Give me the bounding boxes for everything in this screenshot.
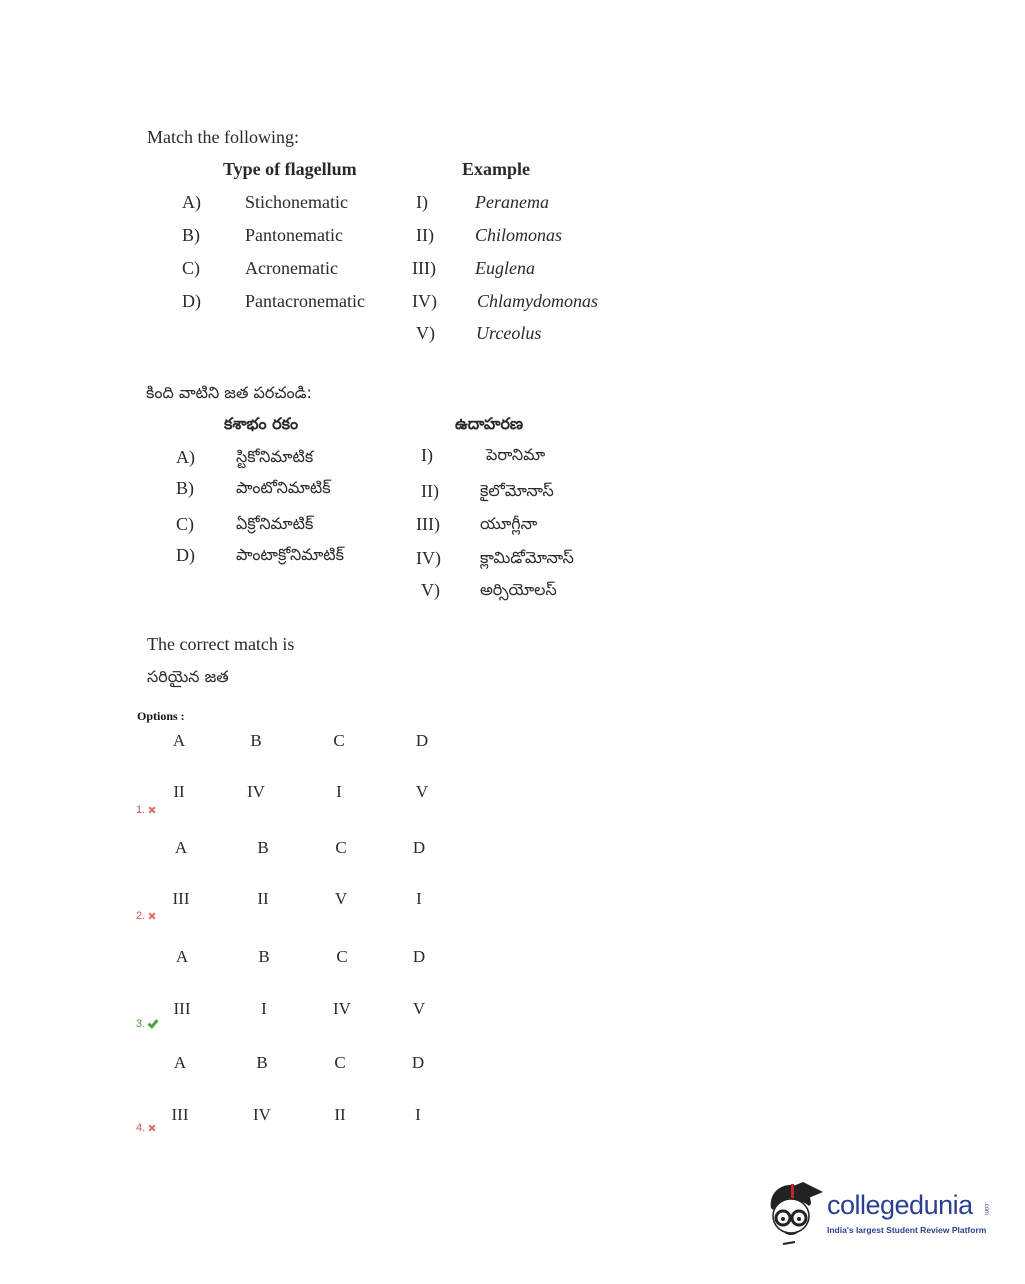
te-right-key-i: I) xyxy=(421,445,433,465)
intro-te: కింది వాటిని జత పరచండి: xyxy=(146,383,312,402)
collegedunia-logo[interactable] xyxy=(765,1178,995,1248)
right-key-iii: III) xyxy=(412,258,436,278)
opt4-header-d: D xyxy=(411,1053,425,1072)
te-right-text-v: అర్సియోలస్ xyxy=(480,580,557,599)
opt1-value-b: IV xyxy=(247,782,265,801)
opt4-header-c: C xyxy=(334,1053,346,1072)
te-right-key-iii: III) xyxy=(416,514,440,534)
wrong-cross-icon xyxy=(148,806,156,814)
left-key-d: D) xyxy=(182,291,201,311)
option-4-marker[interactable] xyxy=(136,1122,156,1134)
col1-header-en: Type of flagellum xyxy=(223,159,357,179)
opt1-value-a: II xyxy=(173,782,185,801)
right-key-ii: II) xyxy=(416,225,434,245)
col1-header-te: కశాభం రకం xyxy=(224,414,299,433)
opt1-header-d: D xyxy=(415,731,429,750)
opt2-value-b: II xyxy=(257,889,269,908)
left-text-c: Acronematic xyxy=(245,258,338,278)
left-key-c: C) xyxy=(182,258,200,278)
prompt-te: సరియైన జత xyxy=(147,667,229,686)
option-2-number: 2. xyxy=(136,910,146,922)
option-4-number: 4. xyxy=(136,1122,146,1134)
opt1-header-c: C xyxy=(333,731,345,750)
right-key-v: V) xyxy=(416,323,435,343)
te-right-key-v: V) xyxy=(421,580,440,600)
intro-en: Match the following: xyxy=(147,127,299,147)
opt3-header-c: C xyxy=(336,947,348,966)
te-right-text-i: పెరానిమా xyxy=(486,445,546,464)
opt2-value-c: V xyxy=(334,889,348,908)
opt4-header-a: A xyxy=(173,1053,187,1072)
opt4-header-b: B xyxy=(256,1053,268,1072)
opt3-header-a: A xyxy=(175,947,189,966)
opt4-value-d: I xyxy=(415,1105,421,1124)
left-text-d: Pantacronematic xyxy=(245,291,365,311)
opt1-header-b: B xyxy=(250,731,262,750)
opt2-value-a: III xyxy=(172,889,190,908)
opt3-value-c: IV xyxy=(333,999,351,1018)
opt3-value-b: I xyxy=(261,999,267,1018)
opt2-header-b: B xyxy=(257,838,269,857)
right-text-v: Urceolus xyxy=(476,323,542,343)
opt4-value-c: II xyxy=(334,1105,346,1124)
opt2-header-a: A xyxy=(174,838,188,857)
left-key-b: B) xyxy=(182,225,200,245)
te-left-text-a: స్టికోనిమాటిక xyxy=(236,447,314,466)
opt4-value-a: III xyxy=(171,1105,189,1124)
opt1-value-c: I xyxy=(336,782,342,801)
right-key-iv: IV) xyxy=(412,291,437,311)
option-1-number: 1. xyxy=(136,804,146,816)
right-text-iii: Euglena xyxy=(475,258,535,278)
left-key-a: A) xyxy=(182,192,201,212)
opt3-header-d: D xyxy=(412,947,426,966)
opt3-header-b: B xyxy=(258,947,270,966)
te-left-key-c: C) xyxy=(176,514,194,534)
wrong-cross-icon xyxy=(148,912,156,920)
te-right-text-iii: యూగ్లీనా xyxy=(480,514,538,533)
te-left-text-b: పాంటోనిమాటిక్ xyxy=(236,478,331,497)
te-left-key-b: B) xyxy=(176,478,194,498)
te-left-text-c: ఏక్రోనిమాటిక్ xyxy=(236,514,314,533)
te-left-text-d: పాంటాక్రోనిమాటిక్ xyxy=(236,545,344,564)
right-key-i: I) xyxy=(416,192,428,212)
te-right-key-iv: IV) xyxy=(416,548,441,568)
right-text-i: Peranema xyxy=(475,192,549,212)
opt3-value-a: III xyxy=(173,999,191,1018)
option-3-number: 3. xyxy=(136,1018,146,1030)
opt1-value-d: V xyxy=(415,782,429,801)
correct-check-icon xyxy=(148,1017,159,1029)
wrong-cross-icon xyxy=(148,1124,156,1132)
options-label: Options : xyxy=(137,709,185,723)
option-3-marker[interactable] xyxy=(136,1018,156,1030)
col2-header-te: ఉదాహరణ xyxy=(455,414,524,433)
logo-domain-suffix: .com xyxy=(983,1202,989,1216)
logo-wordmark: collegedunia xyxy=(827,1190,973,1220)
te-left-key-d: D) xyxy=(176,545,195,565)
right-text-iv: Chlamydomonas xyxy=(477,291,598,311)
student-mascot-icon xyxy=(765,1178,825,1248)
opt2-header-c: C xyxy=(335,838,347,857)
option-1-marker[interactable] xyxy=(136,804,156,816)
col2-header-en: Example xyxy=(462,159,531,179)
option-2-marker[interactable] xyxy=(136,910,156,922)
te-right-key-ii: II) xyxy=(421,481,439,501)
opt2-header-d: D xyxy=(412,838,426,857)
te-right-text-ii: కైలోమోనాస్ xyxy=(480,481,554,500)
opt4-value-b: IV xyxy=(253,1105,271,1124)
te-right-text-iv: క్లామిడోమోనాస్ xyxy=(480,548,574,567)
logo-tagline: India's largest Student Review Platform xyxy=(827,1225,987,1235)
opt2-value-d: I xyxy=(416,889,422,908)
left-text-b: Pantonematic xyxy=(245,225,343,245)
opt3-value-d: V xyxy=(412,999,426,1018)
prompt-en: The correct match is xyxy=(147,634,295,654)
te-left-key-a: A) xyxy=(176,447,195,467)
opt1-header-a: A xyxy=(172,731,186,750)
right-text-ii: Chilomonas xyxy=(475,225,563,245)
left-text-a: Stichonematic xyxy=(245,192,348,212)
